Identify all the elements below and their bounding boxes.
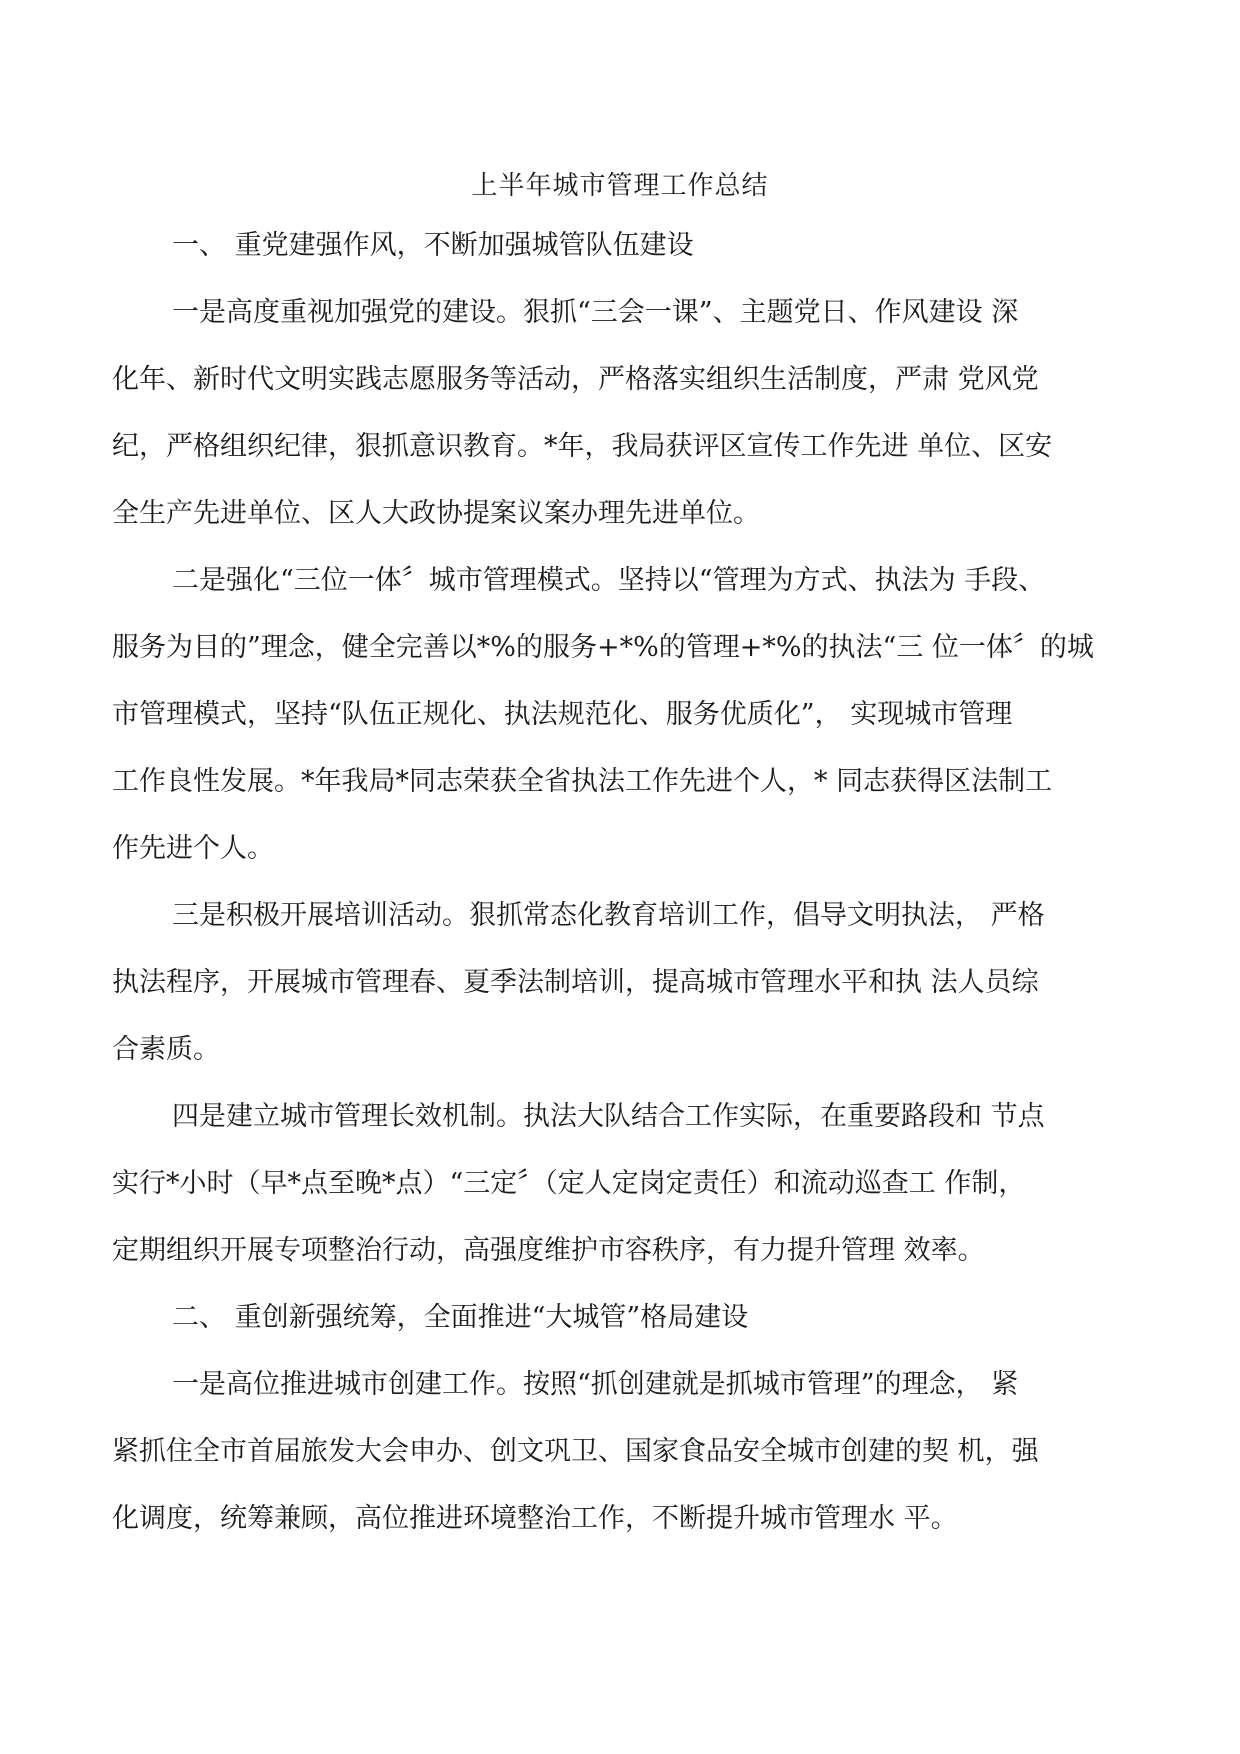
paragraph-3	[112, 882, 1132, 1083]
text-line: 合素质。	[112, 1034, 220, 1065]
section-heading-2	[112, 1284, 1132, 1351]
text-line: 执法程序，开展城市管理春、夏季法制培训，提高城市管理水平和执 法人员综	[112, 967, 1039, 998]
text-line: 市管理模式，坚持“队伍正规化、执法规范化、服务优质化”， 实现城市管理	[112, 699, 1013, 730]
text-line: 紧抓住全市首届旅发大会申办、创文巩卫、国家食品安全城市创建的契 机，强	[112, 1436, 1039, 1467]
text-line: 二、 重创新强统筹，全面推进“大城管”格局建设	[172, 1302, 749, 1333]
text-line: 实行*小时（早*点至晚*点）“三定〞（定人定岗定责任）和流动巡查工 作制，	[112, 1168, 1026, 1199]
text-line: 定期组织开展专项整治行动，高强度维护市容秩序，有力提升管理 效率。	[112, 1235, 985, 1266]
text-line: 三是积极开展培训活动。狠抓常态化教育培训工作，倡导文明执法， 严格	[172, 900, 1045, 931]
paragraph-5	[112, 1351, 1132, 1552]
paragraph-2	[112, 547, 1132, 882]
text-line: 二是强化“三位一体〞城市管理模式。坚持以“管理为方式、执法为 手段、	[172, 565, 1046, 596]
text-line: 作先进个人。	[112, 833, 274, 864]
paragraph-1	[112, 279, 1132, 547]
text-line: 工作良性发展。*年我局*同志荣获全省执法工作先进个人，* 同志获得区法制工	[112, 766, 1053, 797]
text-line: 全生产先进单位、区人大政协提案议案办理先进单位。	[112, 498, 760, 529]
text-line: 化年、新时代文明实践志愿服务等活动，严格落实组织生活制度，严肃 党风党	[112, 364, 1039, 395]
text-line: 四是建立城市管理长效机制。执法大队结合工作实际，在重要路段和 节点	[172, 1101, 1045, 1132]
text-line: 纪，严格组织纪律，狠抓意识教育。*年，我局获评区宣传工作先进 单位、区安	[112, 431, 1053, 462]
section-heading-1	[112, 212, 1132, 279]
text-line: 一是高度重视加强党的建设。狠抓“三会一课”、主题党日、作风建设 深	[172, 297, 1019, 328]
document-title: 上半年城市管理工作总结	[471, 171, 769, 201]
text-line: 服务为目的”理念，健全完善以*%的服务+*%的管理+*%的执法“三 位一体〞的城	[112, 632, 1094, 663]
paragraph-4	[112, 1083, 1132, 1284]
text-line: 化调度，统筹兼顾，高位推进环境整治工作，不断提升城市管理水 平。	[112, 1503, 958, 1534]
text-line: 一、 重党建强作风，不断加强城管队伍建设	[172, 230, 694, 261]
text-line: 一是高位推进城市创建工作。按照“抓创建就是抓城市管理”的理念， 紧	[172, 1369, 1019, 1400]
